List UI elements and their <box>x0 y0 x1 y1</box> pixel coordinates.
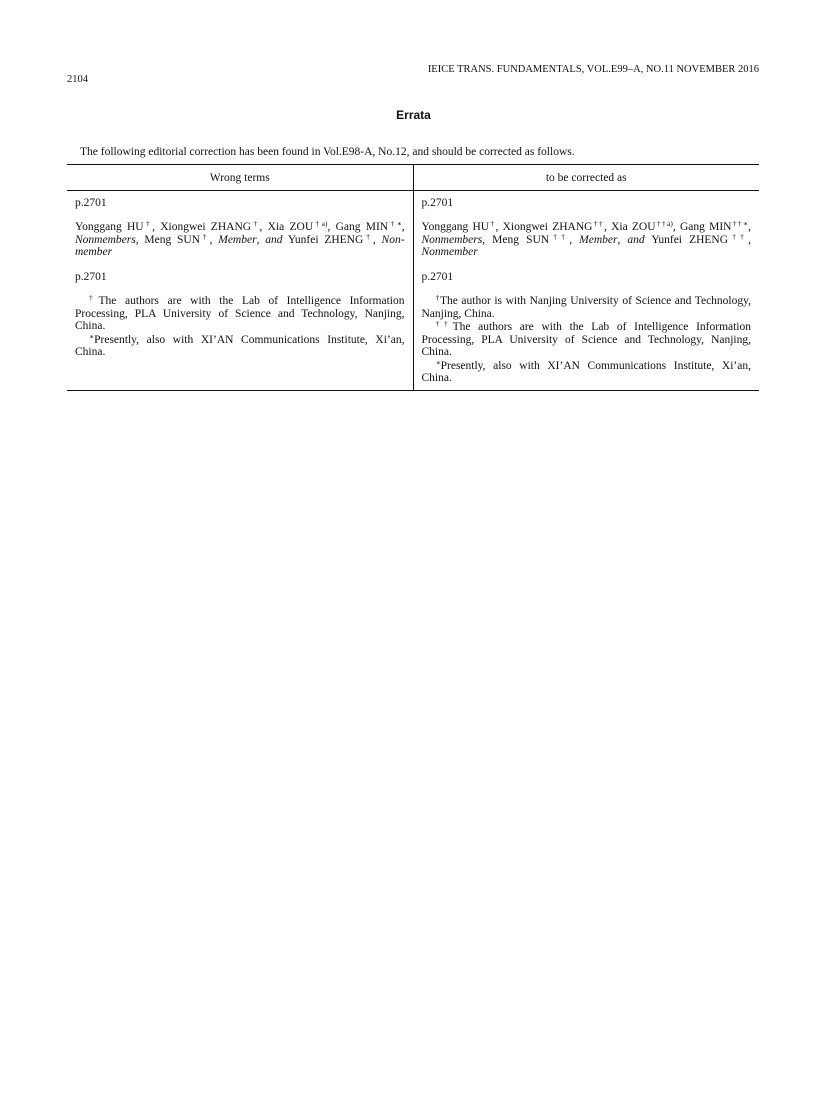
footnote-mark: ††a) <box>655 219 673 228</box>
author-name: Yunfei ZHENG <box>287 233 364 246</box>
footnote-mark: † <box>200 231 210 241</box>
author-name: Xiongwei ZHANG <box>160 221 252 233</box>
affiliation-text: Presently, also with XI’AN Communications Institute, Xi’an, China. <box>75 333 405 358</box>
affiliation-text: Presently, also with XI’AN Communications Institute, Xi’an, China. <box>421 359 751 384</box>
errata-table <box>67 164 759 391</box>
author-name: Gang MIN <box>335 221 389 233</box>
footnote-mark: † <box>363 231 373 241</box>
table-header-row <box>67 165 759 191</box>
affiliation-note <box>422 295 752 320</box>
membership-role: Nonmembers <box>75 233 136 246</box>
conjunction: and <box>265 233 283 246</box>
membership-role: Member <box>579 233 618 246</box>
separator: , <box>256 233 266 246</box>
separator: , <box>372 233 382 246</box>
affiliation-note <box>75 331 405 359</box>
page-number: 2104 <box>67 74 88 85</box>
spacer-cell <box>413 259 759 271</box>
separator: , <box>401 221 405 233</box>
page-title: Errata <box>396 108 431 122</box>
separator: , <box>495 221 503 233</box>
separator: , <box>672 221 680 233</box>
footnote-mark: † <box>89 293 99 302</box>
affiliation-text: The authors are with the Lab of Intelligence Information Processing, PLA University of Science and Technology, Nanjing, China. <box>75 295 405 332</box>
affiliation-text: The authors are with the Lab of Intelligence Information Processing, PLA University of Science and Technology, Nanjing, China. <box>421 321 752 358</box>
affiliation-note <box>75 295 405 333</box>
author-name: Xiongwei ZHANG <box>502 221 593 233</box>
author-name: Xia ZOU <box>611 221 656 233</box>
footnote-mark: † <box>435 293 440 302</box>
wrong-terms-header: Wrong terms <box>67 165 413 191</box>
footnote-mark: †† <box>549 231 570 241</box>
separator: , <box>617 233 628 246</box>
page-reference: p.2701 <box>75 270 107 283</box>
footnote-mark: †† <box>435 319 453 328</box>
footnote-mark: † <box>489 219 496 228</box>
corrected-authors-cell <box>413 190 759 259</box>
journal-header: IEICE TRANS. FUNDAMENTALS, VOL.E99–A, NO.11 NOVEMBER 2016 <box>427 64 759 75</box>
separator: , <box>135 233 145 246</box>
footnote-mark: † <box>143 219 153 228</box>
author-list <box>75 221 405 259</box>
author-name: Meng SUN <box>144 233 200 246</box>
corrected-affiliations-cell <box>413 271 759 391</box>
membership-role: Nonmembers <box>421 233 483 246</box>
wrong-authors-cell <box>67 190 413 259</box>
intro-text: The following editorial correction has been found in Vol.E98-A, No.12, and should be corrected as follows. <box>80 146 575 158</box>
author-name: Gang MIN <box>680 221 732 233</box>
membership-role: Non-member <box>75 233 405 258</box>
separator: , <box>569 233 580 246</box>
author-name: Yunfei ZHENG <box>651 233 729 246</box>
spacer-cell <box>67 259 413 271</box>
footnote-mark: †∗ <box>388 219 402 228</box>
membership-role: Nonmember <box>421 246 478 258</box>
author-name: Yonggang HU <box>421 221 490 233</box>
separator: , <box>482 233 493 246</box>
separator: , <box>748 233 752 246</box>
corrected-header: to be corrected as <box>413 165 759 191</box>
footnote-mark: †† <box>728 231 749 241</box>
table-row <box>67 190 759 259</box>
affiliation-note <box>421 357 752 385</box>
page-reference: p.2701 <box>421 196 454 209</box>
page-reference: p.2701 <box>75 196 107 209</box>
conjunction: and <box>627 233 645 246</box>
author-name: Meng SUN <box>492 233 550 246</box>
footnote-mark: †† <box>592 219 604 228</box>
author-list <box>422 221 752 259</box>
spacer-row <box>67 259 759 271</box>
page-reference: p.2701 <box>421 270 454 283</box>
footnote-mark: ∗ <box>435 357 441 367</box>
affiliation-note <box>422 321 752 359</box>
table-row <box>67 271 759 391</box>
author-name: Xia ZOU <box>267 221 314 233</box>
separator: , <box>603 221 612 233</box>
footnote-mark: †a) <box>313 219 328 228</box>
author-name: Yonggang HU <box>75 221 144 233</box>
footnote-mark: ∗ <box>89 331 95 341</box>
footnote-mark: † <box>251 219 260 228</box>
separator: , <box>748 221 752 233</box>
membership-role: Member <box>218 233 257 246</box>
wrong-affiliations-cell <box>67 271 413 391</box>
separator: , <box>209 233 219 246</box>
footnote-mark: ††∗ <box>731 219 749 228</box>
separator: , <box>152 221 161 233</box>
separator: , <box>259 221 268 233</box>
affiliation-text: The author is with Nanjing University of Science and Technology, Nanjing, China. <box>421 295 752 320</box>
separator: , <box>327 221 336 233</box>
